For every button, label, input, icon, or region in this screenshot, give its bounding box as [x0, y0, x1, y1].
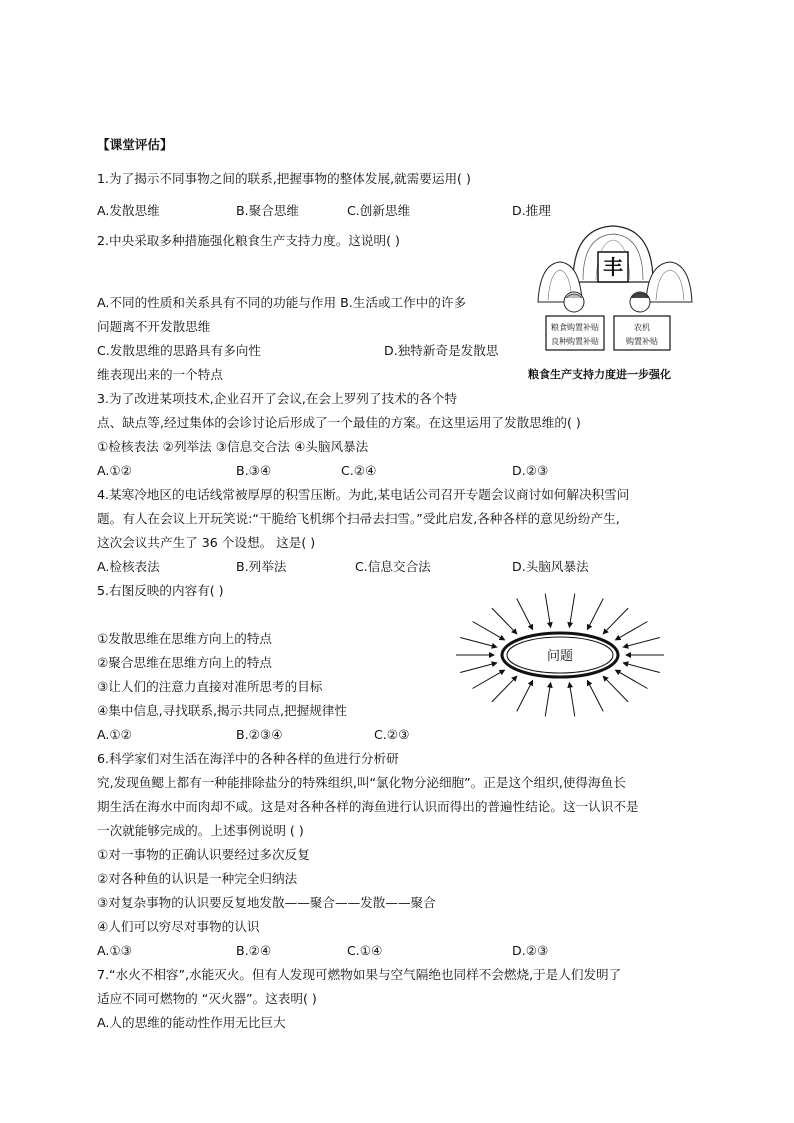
grain-center-char: 丰 [603, 255, 623, 279]
question-3-option-a: A.①② [97, 463, 132, 478]
converging-arrow [569, 683, 574, 717]
question-2-stem: 2.中央采取多种措施强化粮食生产支持力度。这说明( ) [97, 233, 400, 248]
grain-figure-caption: 粮食生产支持力度进一步强化 [528, 368, 671, 381]
question-7-option-a: A.人的思维的能动性作用无比巨大 [97, 1015, 286, 1030]
converging-arrow [616, 622, 648, 640]
converging-arrow [473, 622, 505, 640]
question-5-item: ①发散思维在思维方向上的特点 [97, 631, 273, 646]
question-6-item: ③对复杂事物的认识要反复地发散——聚合——发散——聚合 [97, 895, 436, 910]
question-6-stem-line: 究,发现鱼鳃上都有一种能排除盐分的特殊组织,叫“氯化物分泌细胞”。正是这个组织,使得海鱼长 [97, 775, 626, 790]
question-6-option-b: B.②④ [236, 943, 272, 958]
grain-right-sign-line-1: 农机 [634, 323, 650, 332]
question-2-option-line: A.不同的性质和关系具有不同的功能与作用 B.生活或工作中的许多 [97, 295, 467, 310]
grain-support-illustration [528, 220, 698, 360]
grain-support-figure [528, 220, 698, 360]
question-1-option-d: D.推理 [512, 203, 551, 218]
question-5-item: ②聚合思维在思维方向上的特点 [97, 655, 273, 670]
converging-arrow [492, 676, 517, 702]
question-3-items: ①检核表法 ②列举法 ③信息交合法 ④头脑风暴法 [97, 439, 369, 454]
question-5-option-b: B.②③④ [236, 727, 283, 742]
question-3-stem-line: 3.为了改进某项技术,企业召开了会议,在会上罗列了技术的各个特 [97, 391, 458, 406]
converging-arrow [473, 670, 505, 688]
question-3-option-d: D.②③ [512, 463, 549, 478]
converging-arrow [569, 594, 574, 628]
converging-arrow [545, 683, 550, 717]
question-5-item: ③让人们的注意力直接对准所思考的目标 [97, 679, 323, 694]
question-6-item: ④人们可以穷尽对事物的认识 [97, 919, 260, 934]
question-7-stem-line: 适应不同可燃物的 “灭火器”。这表明( ) [97, 991, 317, 1006]
question-4-stem-line: 题。有人在会议上开玩笑说:“干脆给飞机绑个扫帚去扫雪。”受此启发,各种各样的意见纷纷产生, [97, 511, 620, 526]
question-2-option-line: 问题离不开发散思维 [97, 319, 211, 334]
converging-arrow [460, 663, 497, 673]
converging-arrow [517, 681, 533, 712]
converging-arrow [623, 663, 660, 673]
question-1-option-b: B.聚合思维 [236, 203, 300, 218]
question-6-item: ②对各种鱼的认识是一种完全归纳法 [97, 871, 298, 886]
question-4-stem-line: 这次会议共产生了 36 个设想。 这是( ) [97, 535, 316, 550]
grain-left-sign-line-1: 粮食购置补贴 [551, 323, 599, 332]
convergent-thinking-figure [455, 592, 685, 722]
question-5-stem: 5.右图反映的内容有( ) [97, 583, 224, 598]
converging-arrow [603, 608, 628, 634]
grain-right-sign-line-2: 购置补贴 [626, 337, 658, 346]
question-6-option-a: A.①③ [97, 943, 132, 958]
question-2-option-line: 维表现出来的一个特点 [97, 367, 223, 382]
converging-arrow [587, 681, 603, 712]
question-5-option-c: C.②③ [374, 727, 410, 742]
question-3-option-c: C.②④ [341, 463, 377, 478]
question-6-stem-line: 6.科学家们对生活在海洋中的各种各样的鱼进行分析研 [97, 751, 399, 766]
grain-left-sign-line-2: 良种购置补贴 [551, 337, 599, 346]
convergent-thinking-diagram [455, 592, 685, 722]
question-3-option-b: B.③④ [236, 463, 272, 478]
question-5-item: ④集中信息,寻找联系,揭示共同点,把握规律性 [97, 703, 347, 718]
converging-arrow [545, 594, 550, 628]
converging-arrow [623, 638, 660, 648]
question-4-option-d: D.头脑风暴法 [512, 559, 589, 574]
question-1-option-c: C.创新思维 [347, 203, 411, 218]
question-6-stem-line: 一次就能够完成的。上述事例说明 ( ) [97, 823, 304, 838]
question-5-option-a: A.①② [97, 727, 132, 742]
question-6-stem-line: 期生活在海水中而肉却不咸。这是对各种各样的海鱼进行认识而得出的普遍性结论。这一认识不是 [97, 799, 639, 814]
converging-arrow [587, 599, 603, 630]
converging-arrow [492, 608, 517, 634]
question-4-stem-line: 4.某寒冷地区的电话线常被厚厚的积雪压断。为此,某电话公司召开专题会议商讨如何解决积雪问 [97, 487, 630, 502]
question-2-option-line: D.独特新奇是发散思 [384, 343, 499, 358]
converging-arrow [517, 599, 533, 630]
question-6-option-c: C.①④ [347, 943, 383, 958]
question-6-item: ①对一事物的正确认识要经过多次反复 [97, 847, 310, 862]
problem-label: 问题 [546, 649, 574, 664]
converging-arrow [460, 638, 497, 648]
question-1-option-a: A.发散思维 [97, 203, 160, 218]
question-4-option-c: C.信息交合法 [355, 559, 431, 574]
converging-arrow [603, 676, 628, 702]
question-3-stem-line: 点、缺点等,经过集体的会诊讨论后形成了一个最佳的方案。在这里运用了发散思维的( ) [97, 415, 581, 430]
question-4-option-b: B.列举法 [236, 559, 287, 574]
question-7-stem-line: 7.“水火不相容”,水能灭火。但有人发现可燃物如果与空气隔绝也同样不会燃烧,于是人们发明了 [97, 967, 622, 982]
section-title: 【课堂评估】 [97, 137, 173, 152]
converging-arrow [616, 670, 648, 688]
question-6-option-d: D.②③ [512, 943, 549, 958]
question-2-option-line: C.发散思维的思路具有多向性 [97, 343, 261, 358]
question-1-stem: 1.为了揭示不同事物之间的联系,把握事物的整体发展,就需要运用( ) [97, 171, 471, 186]
question-4-option-a: A.检核表法 [97, 559, 160, 574]
